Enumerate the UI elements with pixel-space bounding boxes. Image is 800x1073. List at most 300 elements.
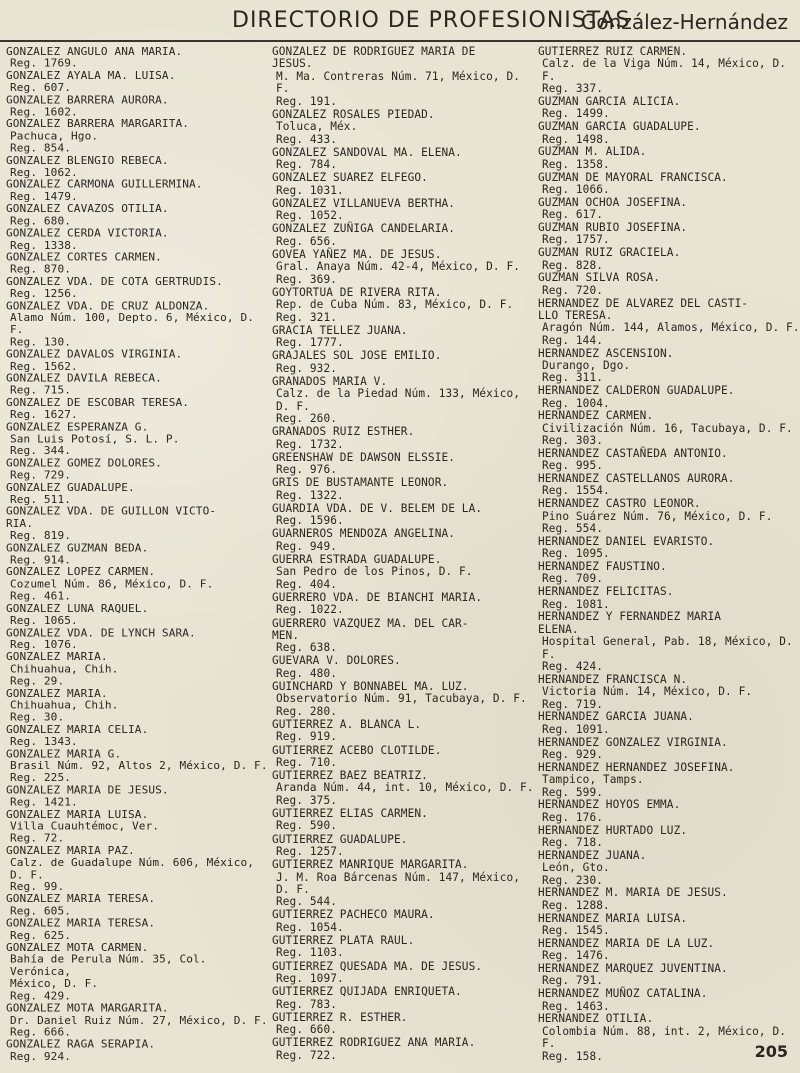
- entry-address: Calz. de la Piedad Núm. 133, México, D. F.: [276, 387, 527, 413]
- directory-entry: [6, 785, 268, 809]
- entry-registration: Reg. 1256.: [10, 287, 78, 300]
- entry-name: GUINCHARD Y BONNABEL MA. LUZ.: [272, 680, 469, 693]
- directory-entry: [538, 737, 800, 762]
- directory-entry: [6, 421, 268, 457]
- directory-entry: [6, 542, 268, 566]
- entry-name: GRACIA TELLEZ JUANA.: [272, 323, 408, 337]
- entry-name: GONZALEZ MARIA PAZ.: [6, 844, 135, 857]
- entry-registration: Reg. 1054.: [276, 920, 344, 934]
- entry-name: GUZMAN RUBIO JOSEFINA.: [538, 220, 688, 234]
- entry-registration: Reg. 1343.: [10, 735, 78, 748]
- entry-name: GUERRA ESTRADA GUADALUPE.: [272, 553, 442, 566]
- directory-entry: [6, 300, 268, 348]
- directory-entry: [6, 748, 268, 784]
- entry-name: HERNANDEZ DANIEL EVARISTO.: [538, 534, 715, 548]
- entry-name: GONZALEZ CAVAZOS OTILIA.: [6, 202, 169, 216]
- entry-registration: Reg. 1031.: [276, 183, 344, 197]
- entry-registration: Reg. 1479.: [10, 190, 78, 204]
- directory-column-2: [272, 46, 534, 1063]
- directory-entry: [272, 477, 534, 502]
- entry-address: Gral. Anaya Núm. 42-4, México, D. F.: [276, 260, 521, 274]
- entry-registration: Reg. 666.: [10, 1025, 72, 1039]
- entry-registration: Reg. 995.: [542, 459, 604, 473]
- entry-address: Toluca, Méx.: [276, 120, 358, 134]
- directory-entry: [538, 711, 800, 736]
- entry-name: GONZALEZ CARMONA GUILLERMINA.: [6, 178, 203, 191]
- directory-entry: [6, 506, 268, 542]
- directory-entry: [6, 845, 268, 893]
- entry-registration: Reg. 828.: [542, 258, 604, 272]
- entry-address: Tampico, Tamps.: [542, 773, 644, 787]
- entry-name: GUZMAN DE MAYORAL FRANCISCA.: [538, 170, 728, 184]
- directory-entry: [538, 298, 800, 348]
- entry-name: GUZMAN GARCIA ALICIA.: [538, 95, 681, 108]
- entry-name: GUTIERREZ MANRIQUE MARGARITA.: [272, 858, 469, 872]
- entry-registration: Reg. 337.: [542, 82, 604, 96]
- entry-name: GONZALEZ VDA. DE LYNCH SARA.: [6, 626, 196, 639]
- directory-entry: [538, 536, 800, 561]
- directory-entry: [272, 745, 534, 770]
- directory-entry: [538, 825, 800, 850]
- entry-registration: Reg. 976.: [276, 463, 338, 477]
- directory-entry: [272, 592, 534, 617]
- entry-name: GONZALEZ GUADALUPE.: [6, 480, 135, 494]
- directory-entry: [538, 410, 800, 447]
- entry-name: GONZALEZ GUZMAN BEDA.: [6, 541, 149, 555]
- entry-registration: Reg. 99.: [10, 880, 65, 894]
- entry-registration: Reg. 1596.: [276, 514, 344, 528]
- entry-name: HERNANDEZ GONZALEZ VIRGINIA.: [538, 735, 728, 749]
- entry-name: GUZMAN RUIZ GRACIELA.: [538, 246, 681, 260]
- entry-registration: Reg. 176.: [542, 810, 604, 824]
- entry-registration: Reg. 709.: [542, 572, 604, 586]
- directory-entry: [272, 808, 534, 833]
- directory-entry: [272, 350, 534, 375]
- entry-registration: Reg. 1499.: [542, 107, 610, 121]
- entry-name: GUTIERREZ RODRIGUEZ ANA MARIA.: [272, 1036, 476, 1050]
- entry-registration: Reg. 1476.: [542, 949, 610, 963]
- entry-name: HERNANDEZ FELICITAS.: [538, 585, 674, 599]
- entry-registration: Reg. 480.: [276, 666, 338, 680]
- entry-name: HERNANDEZ FAUSTINO.: [538, 560, 667, 574]
- entry-name: HERNANDEZ CARMEN.: [538, 409, 654, 423]
- entry-name: HERNANDEZ HOYOS EMMA.: [538, 798, 681, 812]
- entry-name: GUARNEROS MENDOZA ANGELINA.: [272, 527, 456, 541]
- entry-address: Brasil Núm. 92, Altos 2, México, D. F.: [10, 759, 268, 773]
- directory-entry: [6, 627, 268, 651]
- directory-entry: [538, 988, 800, 1013]
- directory-entry: [538, 96, 800, 121]
- directory-entry: [538, 963, 800, 988]
- directory-entry: [272, 834, 534, 859]
- entry-name: GUZMAN SILVA ROSA.: [538, 271, 661, 285]
- entry-registration: Reg. 1602.: [10, 105, 78, 119]
- entry-registration: Reg. 1769.: [10, 57, 78, 70]
- entry-name: GUTIERREZ RUIZ CARMEN.: [538, 45, 688, 58]
- entry-name: GONZALEZ MOTA MARGARITA.: [6, 1001, 169, 1015]
- directory-entry: [272, 909, 534, 934]
- directory-entry: [538, 674, 800, 711]
- entry-name: GONZALEZ LOPEZ CARMEN.: [6, 565, 156, 579]
- entry-registration: Reg. 1103.: [276, 946, 344, 960]
- entry-registration: Reg. 1066.: [542, 182, 610, 196]
- entry-registration: Reg. 429.: [10, 989, 72, 1003]
- entry-registration: Reg. 1097.: [276, 971, 344, 985]
- page-range-heading: González-Hernández: [580, 10, 788, 34]
- entry-name: GONZALEZ DAVALOS VIRGINIA.: [6, 347, 183, 361]
- entry-registration: Reg. 344.: [10, 444, 72, 458]
- directory-entry: [272, 935, 534, 960]
- entry-name: GONZALEZ MARIA TERESA.: [6, 916, 156, 930]
- entry-address: Aranda Núm. 44, int. 10, México, D. F.: [276, 781, 534, 795]
- directory-entry: [538, 448, 800, 473]
- directory-entry: [6, 155, 268, 179]
- entry-address: León, Gto.: [542, 861, 610, 875]
- directory-entry: [538, 473, 800, 498]
- entry-registration: Reg. 1498.: [542, 132, 610, 146]
- entry-address: Pino Suárez Núm. 76, México, D. F.: [542, 509, 773, 523]
- directory-entry: [272, 528, 534, 553]
- entry-name: GUTIERREZ R. ESTHER.: [272, 1010, 408, 1024]
- entry-name: HERNANDEZ CASTRO LEONOR.: [538, 497, 701, 511]
- entry-registration: Reg. 929.: [542, 748, 604, 761]
- entry-name: GREENSHAW DE DAWSON ELSSIE.: [272, 450, 456, 464]
- entry-registration: Reg. 230.: [542, 873, 604, 887]
- entry-registration: Reg. 225.: [10, 771, 72, 785]
- entry-address: Rep. de Cuba Núm. 83, México, D. F.: [276, 298, 514, 312]
- directory-entry: [6, 942, 268, 1003]
- entry-registration: Reg. 1076.: [10, 638, 78, 652]
- directory-entry: [6, 373, 268, 397]
- directory-entry: [272, 198, 534, 223]
- directory-entry: [538, 850, 800, 887]
- entry-name: HERNANDEZ CALDERON GUADALUPE.: [538, 384, 735, 398]
- directory-entry: [6, 482, 268, 506]
- entry-address: Calz. de la Viga Núm. 14, México, D. F.: [542, 57, 793, 83]
- entry-name: GONZALEZ MOTA CARMEN.: [6, 941, 149, 954]
- directory-entry: [6, 179, 268, 203]
- entry-name: GONZALEZ MARIA CELIA.: [6, 723, 149, 736]
- entry-name: GOVEA YAÑEZ MA. DE JESUS.: [272, 247, 442, 261]
- entry-address: San Pedro de los Pinos, D. F.: [276, 565, 473, 579]
- entry-registration: Reg. 914.: [10, 553, 72, 567]
- entry-name: HERNANDEZ CASTAÑEDA ANTONIO.: [538, 446, 728, 460]
- directory-entry: [538, 561, 800, 586]
- directory-entry: [272, 554, 534, 591]
- entry-name: HERNANDEZ FRANCISCA N.: [538, 672, 688, 686]
- entry-address: Calz. de Guadalupe Núm. 606, México, D. F.: [10, 856, 261, 882]
- entry-name: GONZALEZ MARIA G.: [6, 747, 122, 761]
- entry-registration: Reg. 638.: [276, 641, 338, 655]
- entry-name: HERNANDEZ ASCENSION.: [538, 346, 674, 360]
- directory-entry: [272, 655, 534, 680]
- entry-address: Colombia Núm. 88, int. 2, México, D. F.: [542, 1024, 793, 1051]
- entry-registration: Reg. 280.: [276, 704, 338, 718]
- entry-address: J. M. Roa Bárcenas Núm. 147, México, D. F.: [276, 870, 521, 896]
- directory-entry: [6, 119, 268, 155]
- entry-registration: Reg. 1288.: [542, 898, 610, 912]
- entry-address: Chihuahua, Chih.: [10, 698, 119, 712]
- entry-registration: Reg. 1052.: [276, 209, 344, 223]
- entry-registration: Reg. 369.: [276, 272, 338, 286]
- entry-registration: Reg. 660.: [276, 1023, 338, 1037]
- entry-name: GONZALEZ DAVILA REBECA.: [6, 371, 162, 385]
- entry-name: GUTIERREZ QUESADA MA. DE JESUS.: [272, 959, 483, 973]
- entry-registration: Reg. 854.: [10, 141, 72, 155]
- directory-entry: [538, 913, 800, 938]
- entry-registration: Reg. 722.: [276, 1048, 338, 1062]
- directory-entry: [538, 799, 800, 824]
- directory-entry: [6, 1039, 268, 1063]
- directory-entry: [6, 688, 268, 724]
- entry-name: GUEVARA V. DOLORES.: [272, 654, 401, 668]
- entry-registration: Reg. 260.: [276, 412, 338, 426]
- entry-registration: Reg. 1562.: [10, 359, 78, 373]
- directory-entry: [6, 349, 268, 373]
- entry-name: GUERRERO VDA. DE BIANCHI MARIA.: [272, 590, 483, 604]
- entry-registration: Reg. 544.: [276, 895, 338, 909]
- directory-entry: [272, 287, 534, 324]
- entry-address: San Luis Potosí, S. L. P.: [10, 432, 180, 446]
- entry-registration: Reg. 719.: [542, 697, 604, 711]
- entry-name: HERNANDEZ GARCIA JUANA.: [538, 710, 694, 724]
- entry-name: GONZALEZ CERDA VICTORIA.: [6, 226, 169, 240]
- entry-name: GONZALEZ MARIA LUISA.: [6, 807, 149, 821]
- entry-registration: Reg. 784.: [276, 158, 338, 172]
- entry-registration: Reg. 158.: [542, 1049, 604, 1063]
- entry-name: GONZALEZ BLENGIO REBECA.: [6, 154, 169, 167]
- directory-entry: [6, 603, 268, 627]
- entry-registration: Reg. 590.: [276, 819, 338, 833]
- directory-entry: [6, 724, 268, 748]
- entry-registration: Reg. 949.: [276, 539, 338, 553]
- entry-registration: Reg. 30.: [10, 710, 65, 724]
- entry-registration: Reg. 404.: [276, 577, 338, 591]
- entry-registration: Reg. 715.: [10, 384, 72, 397]
- directory-entry: [272, 503, 534, 528]
- entry-registration: Reg. 718.: [542, 835, 604, 849]
- entry-name: GONZALEZ VDA. DE GUILLON VICTO- RIA.: [6, 505, 217, 530]
- entry-name: GUARDIA VDA. DE V. BELEM DE LA.: [272, 501, 483, 515]
- directory-entry: [6, 46, 268, 70]
- entry-registration: Reg. 791.: [542, 974, 604, 988]
- directory-entry: [272, 618, 534, 655]
- entry-name: GONZALEZ ESPERANZA G.: [6, 420, 149, 434]
- directory-entry: [6, 567, 268, 603]
- entry-name: HERNANDEZ HURTADO LUZ.: [538, 823, 688, 837]
- directory-entry: [272, 46, 534, 108]
- directory-entry: [6, 276, 268, 300]
- directory-entry: [6, 94, 268, 118]
- entry-address: Durango, Dgo.: [542, 358, 631, 372]
- entry-address: Dr. Daniel Ruiz Núm. 27, México, D. F.: [10, 1013, 268, 1027]
- directory-entry: [6, 1003, 268, 1039]
- entry-registration: Reg. 680.: [10, 214, 72, 228]
- entry-address: Chihuahua, Chih.: [10, 662, 119, 676]
- entry-registration: Reg. 1022.: [276, 603, 344, 617]
- entry-name: GONZALEZ DE RODRIGUEZ MARIA DE JESUS.: [272, 45, 476, 71]
- entry-name: GUTIERREZ PLATA RAUL.: [272, 934, 415, 947]
- entry-registration: Reg. 1358.: [542, 157, 610, 171]
- entry-name: GONZALEZ SANDOVAL MA. ELENA.: [272, 145, 462, 159]
- entry-name: GONZALEZ RAGA SERAPIA.: [6, 1037, 156, 1051]
- entry-name: GONZALEZ BARRERA AURORA.: [6, 93, 169, 107]
- entry-name: GUTIERREZ QUIJADA ENRIQUETA.: [272, 985, 462, 999]
- directory-entry: [6, 651, 268, 687]
- entry-registration: Reg. 303.: [542, 434, 604, 448]
- entry-registration: Reg. 870.: [10, 262, 72, 276]
- entry-name: GONZALEZ LUNA RAQUEL.: [6, 602, 149, 615]
- entry-name: GONZALEZ VILLANUEVA BERTHA.: [272, 196, 456, 210]
- entry-name: GONZALEZ MARIA.: [6, 686, 108, 700]
- entry-name: GONZALEZ CORTES CARMEN.: [6, 250, 162, 264]
- entry-name: GUTIERREZ GUADALUPE.: [272, 832, 408, 846]
- directory-entry: [6, 397, 268, 421]
- entry-name: GONZALEZ ANGULO ANA MARIA.: [6, 45, 183, 58]
- entry-address: Villa Cuauhtémoc, Ver.: [10, 819, 160, 833]
- entry-registration: Reg. 1322.: [276, 488, 344, 502]
- entry-registration: Reg. 924.: [10, 1050, 72, 1063]
- entry-address: Victoria Núm. 14, México, D. F.: [542, 685, 753, 699]
- entry-registration: Reg. 710.: [276, 755, 338, 769]
- directory-entry: [272, 719, 534, 744]
- directory-entry: [6, 809, 268, 845]
- directory-entry: [538, 938, 800, 963]
- entry-name: GONZALEZ BARRERA MARGARITA.: [6, 117, 190, 131]
- directory-entry: [538, 762, 800, 799]
- directory-entry: [538, 498, 800, 535]
- entry-registration: Reg. 932.: [276, 361, 338, 375]
- entry-name: GUZMAN OCHOA JOSEFINA.: [538, 195, 688, 209]
- directory-entry: [538, 146, 800, 171]
- entry-registration: Reg. 1554.: [542, 484, 610, 498]
- entry-registration: Reg. 919.: [276, 730, 338, 744]
- entry-name: GRANADOS RUIZ ESTHER.: [272, 425, 415, 439]
- entry-name: GONZALEZ AYALA MA. LUISA.: [6, 69, 176, 82]
- entry-name: HERNANDEZ OTILIA.: [538, 1012, 654, 1026]
- entry-address: M. Ma. Contreras Núm. 71, México, D. F.: [276, 69, 527, 96]
- entry-address: Civilización Núm. 16, Tacubaya, D. F.: [542, 421, 793, 435]
- entry-name: GONZALEZ ZUÑIGA CANDELARIA.: [272, 222, 456, 236]
- header-rule: [0, 40, 800, 42]
- entry-name: GONZALEZ SUAREZ ELFEGO.: [272, 171, 428, 185]
- entry-registration: Reg. 617.: [542, 208, 604, 222]
- entry-name: GRANADOS MARIA V.: [272, 374, 388, 388]
- entry-registration: Reg. 424.: [542, 660, 604, 674]
- entry-name: HERNANDEZ MARQUEZ JUVENTINA.: [538, 961, 728, 975]
- directory-entry: [538, 348, 800, 385]
- entry-registration: Reg. 130.: [10, 335, 72, 349]
- entry-registration: Reg. 1463.: [542, 999, 610, 1013]
- entry-name: HERNANDEZ MARIA DE LA LUZ.: [538, 936, 715, 950]
- directory-entry: [272, 452, 534, 477]
- entry-name: GUTIERREZ PACHECO MAURA.: [272, 908, 435, 922]
- entry-name: GONZALEZ GOMEZ DOLORES.: [6, 456, 162, 470]
- entry-name: GUTIERREZ BAEZ BEATRIZ.: [272, 769, 428, 783]
- entry-registration: Reg. 1757.: [542, 233, 610, 247]
- entry-name: GOYTORTUA DE RIVERA RITA.: [272, 285, 442, 299]
- entry-registration: Reg. 433.: [276, 132, 338, 146]
- entry-name: HERNANDEZ Y FERNANDEZ MARIA ELENA.: [538, 610, 722, 636]
- entry-name: HERNANDEZ M. MARIA DE JESUS.: [538, 886, 728, 900]
- entry-registration: Reg. 1338.: [10, 238, 78, 252]
- entry-address: Pachuca, Hgo.: [10, 129, 99, 143]
- entry-address: Alamo Núm. 100, Depto. 6, México, D. F.: [10, 311, 261, 337]
- entry-registration: Reg. 1257.: [276, 844, 344, 858]
- entry-registration: Reg. 144.: [542, 333, 604, 347]
- entry-registration: Reg. 819.: [10, 529, 72, 543]
- directory-column-3: [538, 46, 800, 1063]
- directory-entry: [272, 961, 534, 986]
- directory-entry: [538, 121, 800, 146]
- entry-registration: Reg. 720.: [542, 283, 604, 297]
- entry-registration: Reg. 321.: [276, 310, 338, 324]
- entry-name: GONZALEZ DE ESCOBAR TERESA.: [6, 396, 190, 409]
- directory-entry: [272, 147, 534, 172]
- directory-entry: [272, 223, 534, 248]
- entry-registration: Reg. 29.: [10, 674, 65, 688]
- entry-name: HERNANDEZ JUANA.: [538, 848, 647, 862]
- directory-entry: [538, 586, 800, 611]
- entry-name: GRAJALES SOL JOSE EMILIO.: [272, 349, 442, 363]
- entry-name: HERNANDEZ DE ALVAREZ DEL CASTI- LLO TERESA.: [538, 296, 749, 322]
- entry-name: GRIS DE BUSTAMANTE LEONOR.: [272, 476, 449, 490]
- directory-column-1: [6, 46, 268, 1063]
- entry-registration: Reg. 1095.: [542, 547, 610, 561]
- entry-registration: Reg. 1065.: [10, 614, 78, 627]
- directory-entry: [6, 70, 268, 94]
- entry-name: HERNANDEZ MARIA LUISA.: [538, 911, 688, 925]
- entry-name: GONZALEZ VDA. DE CRUZ ALDONZA.: [6, 299, 210, 312]
- directory-entry: [6, 203, 268, 227]
- directory-entry: [272, 681, 534, 718]
- directory-entry: [272, 1012, 534, 1037]
- entry-registration: Reg. 311.: [542, 371, 604, 385]
- entry-address: Hospital General, Pab. 18, México, D. F.: [542, 635, 800, 661]
- directory-entry: [6, 228, 268, 252]
- entry-registration: Reg. 1421.: [10, 795, 78, 809]
- entry-registration: Reg. 1732.: [276, 437, 344, 451]
- entry-registration: Reg. 1777.: [276, 336, 344, 350]
- entry-name: GUZMAN GARCIA GUADALUPE.: [538, 120, 701, 134]
- directory-entry: [538, 172, 800, 197]
- entry-name: HERNANDEZ CASTELLANOS AURORA.: [538, 472, 735, 486]
- directory-entry: [272, 325, 534, 350]
- entry-registration: Reg. 511.: [10, 493, 72, 506]
- directory-entry: [272, 986, 534, 1011]
- directory-entry: [538, 887, 800, 912]
- directory-entry: [6, 894, 268, 918]
- directory-entry: [538, 197, 800, 222]
- entry-registration: Reg. 1545.: [542, 923, 610, 937]
- directory-entry: [272, 859, 534, 909]
- entry-registration: Reg. 191.: [276, 94, 338, 108]
- directory-entry: [538, 272, 800, 297]
- entry-name: HERNANDEZ MUÑOZ CATALINA.: [538, 987, 708, 1001]
- entry-registration: Reg. 1091.: [542, 722, 610, 736]
- entry-registration: Reg. 1081.: [542, 597, 610, 611]
- entry-name: GUTIERREZ ELIAS CARMEN.: [272, 807, 428, 820]
- entry-name: GONZALEZ MARIA DE JESUS.: [6, 783, 169, 797]
- directory-entry: [272, 109, 534, 146]
- page-title: DIRECTORIO DE PROFESIONISTAS: [232, 8, 631, 33]
- entry-registration: Reg. 783.: [276, 997, 338, 1011]
- directory-entry: [538, 385, 800, 410]
- entry-registration: Reg. 607.: [10, 81, 72, 95]
- directory-entry: [272, 426, 534, 451]
- entry-address: Cozumel Núm. 86, México, D. F.: [10, 577, 214, 591]
- entry-registration: Reg. 625.: [10, 928, 72, 942]
